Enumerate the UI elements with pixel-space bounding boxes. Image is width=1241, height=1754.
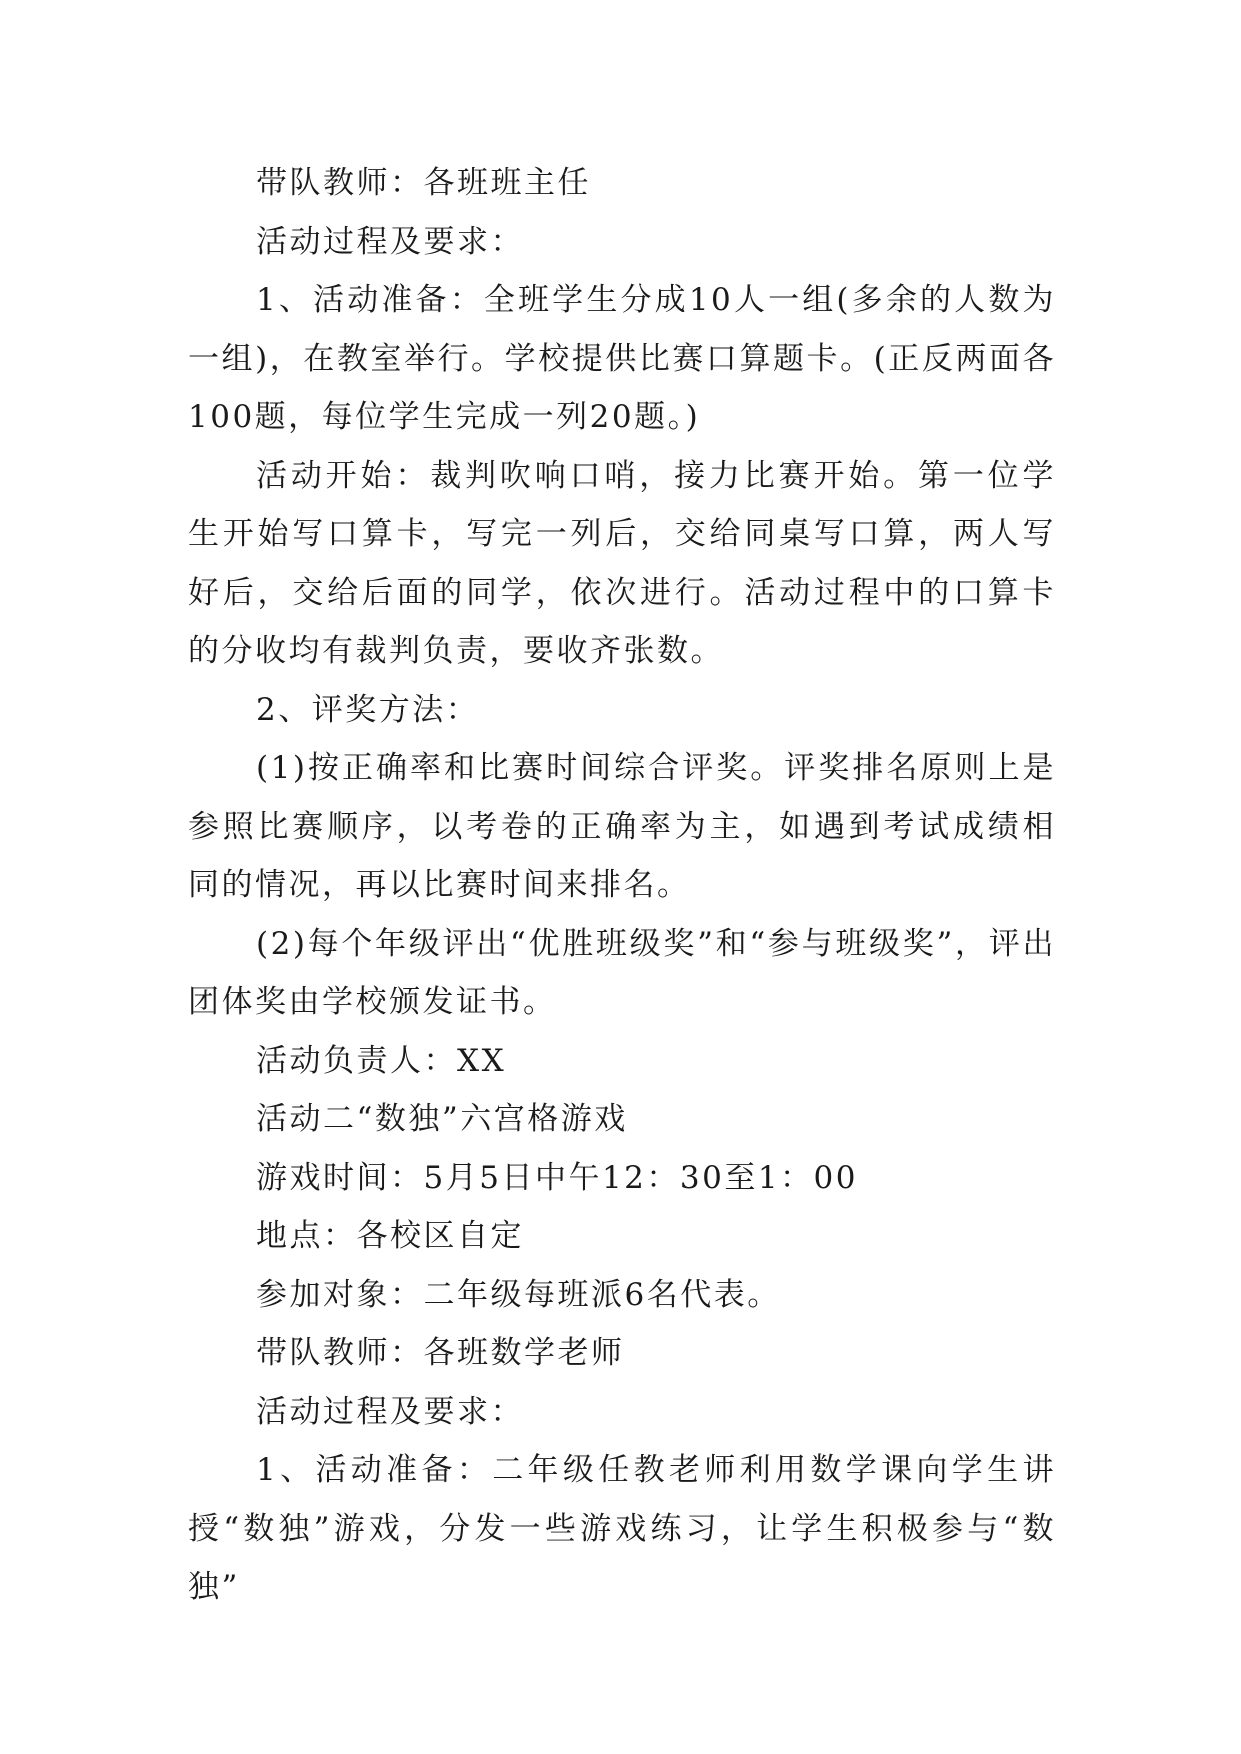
paragraph-preparation: 1、活动准备：全班学生分成10人一组(多余的人数为一组)，在教室举行。学校提供比赛口算题卡。(正反两面各100题，每位学生完成一列20题。) — [188, 282, 1056, 435]
paragraph-game-time: 游戏时间：5月5日中午12：30至1：00 — [256, 1159, 859, 1196]
paragraph-award-rule-1: (1)按正确率和比赛时间综合评奖。评奖排名原则上是参照比赛顺序，以考卷的正确率为主，如遇到考试成绩相同的情况，再以比赛时间来排名。 — [188, 750, 1056, 903]
paragraph-activity-two-title: 活动二“数独”六宫格游戏 — [256, 1101, 628, 1137]
paragraph-location: 地点：各校区自定 — [256, 1218, 524, 1254]
paragraph-activity-start: 活动开始：裁判吹响口哨，接力比赛开始。第一位学生开始写口算卡，写完一列后，交给同桌写口算，两人写好后，交给后面的同学，依次进行。活动过程中的口算卡的分收均有裁判负责，要收齐张数。 — [188, 457, 1056, 669]
paragraph-preparation-2: 1、活动准备：二年级任教老师利用数学课向学生讲授“数独”游戏，分发一些游戏练习，让学生积极参与“数独” — [188, 1452, 1056, 1605]
paragraph-process-heading: 活动过程及要求： — [256, 223, 524, 260]
paragraph-participants: 参加对象：二年级每班派6名代表。 — [256, 1276, 781, 1313]
document-body — [188, 154, 1056, 1617]
paragraph-lead-teacher-2: 带队教师：各班数学老师 — [256, 1335, 625, 1371]
paragraph-award-method-heading: 2、评奖方法： — [256, 691, 480, 728]
paragraph-person-in-charge: 活动负责人：XX — [256, 1042, 507, 1079]
paragraph-process-heading-2: 活动过程及要求： — [256, 1393, 524, 1430]
paragraph-award-rule-2: (2)每个年级评出“优胜班级奖”和“参与班级奖”，评出团体奖由学校颁发证书。 — [188, 925, 1056, 1020]
paragraph-lead-teacher: 带队教师：各班班主任 — [256, 165, 591, 201]
